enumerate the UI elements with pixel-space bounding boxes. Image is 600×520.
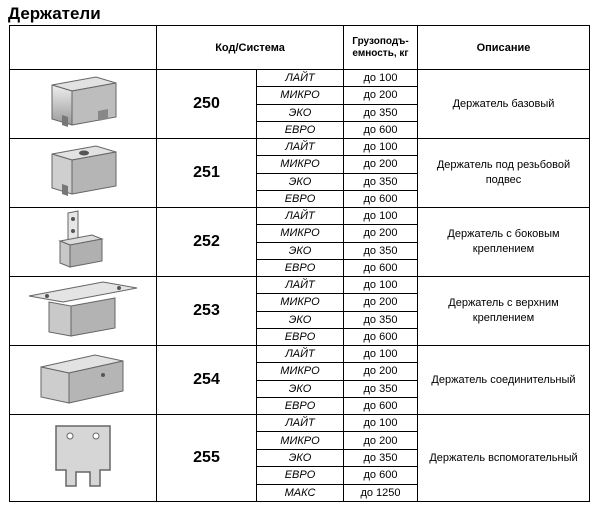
system-name: ЭКО xyxy=(257,104,344,121)
load-capacity: до 600 xyxy=(344,397,418,414)
system-name: ЭКО xyxy=(257,173,344,190)
auxiliary-holder-icon xyxy=(48,420,118,497)
description-line: креплением xyxy=(472,312,535,324)
top-mount-holder-icon xyxy=(23,278,143,345)
product-image xyxy=(10,346,157,415)
load-capacity: до 600 xyxy=(344,121,418,138)
product-code: 255 xyxy=(157,415,257,502)
system-name: ЕВРО xyxy=(257,328,344,345)
load-capacity: до 600 xyxy=(344,190,418,207)
image-column-header xyxy=(10,26,157,70)
system-name: ЛАЙТ xyxy=(257,277,344,294)
system-name: ЭКО xyxy=(257,449,344,466)
load-capacity: до 350 xyxy=(344,104,418,121)
load-capacity: до 200 xyxy=(344,156,418,173)
system-name: ЕВРО xyxy=(257,121,344,138)
table-row xyxy=(10,346,590,363)
load-capacity: до 200 xyxy=(344,432,418,449)
threaded-holder-icon xyxy=(38,140,128,207)
product-code: 251 xyxy=(157,139,257,208)
system-name: ЕВРО xyxy=(257,190,344,207)
table-row xyxy=(10,208,590,225)
product-image xyxy=(10,139,157,208)
description-line: Держатель с верхним xyxy=(448,297,559,309)
system-name: ЕВРО xyxy=(257,467,344,484)
capacity-header-line2: емность, кг xyxy=(352,47,409,59)
load-capacity: до 100 xyxy=(344,208,418,225)
holders-table xyxy=(9,25,590,502)
page-title: Держатели xyxy=(8,4,101,23)
system-name: ЭКО xyxy=(257,380,344,397)
load-capacity: до 100 xyxy=(344,139,418,156)
product-description xyxy=(418,346,590,415)
product-code: 250 xyxy=(157,70,257,139)
description-line: Держатель базовый xyxy=(452,97,555,110)
product-description xyxy=(418,70,590,139)
side-mount-holder-icon xyxy=(38,209,128,276)
base-holder-icon xyxy=(38,71,128,138)
system-name: ЛАЙТ xyxy=(257,139,344,156)
product-description xyxy=(418,277,590,346)
table-row xyxy=(10,139,590,156)
system-name: ЛАЙТ xyxy=(257,346,344,363)
description-line: Держатель с боковым xyxy=(447,228,560,240)
load-capacity: до 200 xyxy=(344,294,418,311)
description-line: Держатель вспомогательный xyxy=(429,451,578,464)
product-code: 253 xyxy=(157,277,257,346)
product-image xyxy=(10,277,157,346)
product-code: 252 xyxy=(157,208,257,277)
load-capacity: до 100 xyxy=(344,346,418,363)
load-capacity: до 350 xyxy=(344,311,418,328)
load-capacity: до 600 xyxy=(344,259,418,276)
load-capacity: до 350 xyxy=(344,242,418,259)
product-description xyxy=(418,415,590,502)
load-capacity: до 350 xyxy=(344,449,418,466)
description-line: Держатель под резьбовой xyxy=(436,159,571,171)
load-capacity: до 100 xyxy=(344,277,418,294)
system-name: МИКРО xyxy=(257,363,344,380)
code-column-header: Код/Система xyxy=(157,26,344,70)
system-name: МАКС xyxy=(257,484,344,501)
load-capacity: до 600 xyxy=(344,467,418,484)
product-image xyxy=(10,208,157,277)
load-capacity: до 100 xyxy=(344,415,418,432)
capacity-header-line1: Грузоподъ- xyxy=(352,35,409,47)
product-description xyxy=(418,208,590,277)
system-name: МИКРО xyxy=(257,294,344,311)
description-line: креплением xyxy=(472,243,535,255)
system-name: ЛАЙТ xyxy=(257,70,344,87)
system-name: ЕВРО xyxy=(257,259,344,276)
table-row xyxy=(10,415,590,432)
load-capacity: до 100 xyxy=(344,70,418,87)
description-column-header: Описание xyxy=(418,26,590,70)
capacity-column-header xyxy=(344,26,418,70)
description-line: подвес xyxy=(485,174,522,186)
table-header-row xyxy=(10,26,590,70)
system-name: ЛАЙТ xyxy=(257,208,344,225)
load-capacity: до 350 xyxy=(344,173,418,190)
system-name: МИКРО xyxy=(257,156,344,173)
system-name: ЭКО xyxy=(257,242,344,259)
system-name: ЕВРО xyxy=(257,397,344,414)
load-capacity: до 200 xyxy=(344,225,418,242)
load-capacity: до 1250 xyxy=(344,484,418,501)
description-line: Держатель соединительный xyxy=(431,373,576,386)
product-description xyxy=(418,139,590,208)
system-name: ЭКО xyxy=(257,311,344,328)
product-code: 254 xyxy=(157,346,257,415)
product-image xyxy=(10,70,157,139)
system-name: МИКРО xyxy=(257,87,344,104)
system-name: ЛАЙТ xyxy=(257,415,344,432)
load-capacity: до 200 xyxy=(344,363,418,380)
table-row xyxy=(10,70,590,87)
load-capacity: до 600 xyxy=(344,328,418,345)
system-name: МИКРО xyxy=(257,225,344,242)
product-image xyxy=(10,415,157,502)
load-capacity: до 200 xyxy=(344,87,418,104)
table-row xyxy=(10,277,590,294)
table-body xyxy=(10,70,590,502)
load-capacity: до 350 xyxy=(344,380,418,397)
connecting-holder-icon xyxy=(33,347,133,414)
system-name: МИКРО xyxy=(257,432,344,449)
